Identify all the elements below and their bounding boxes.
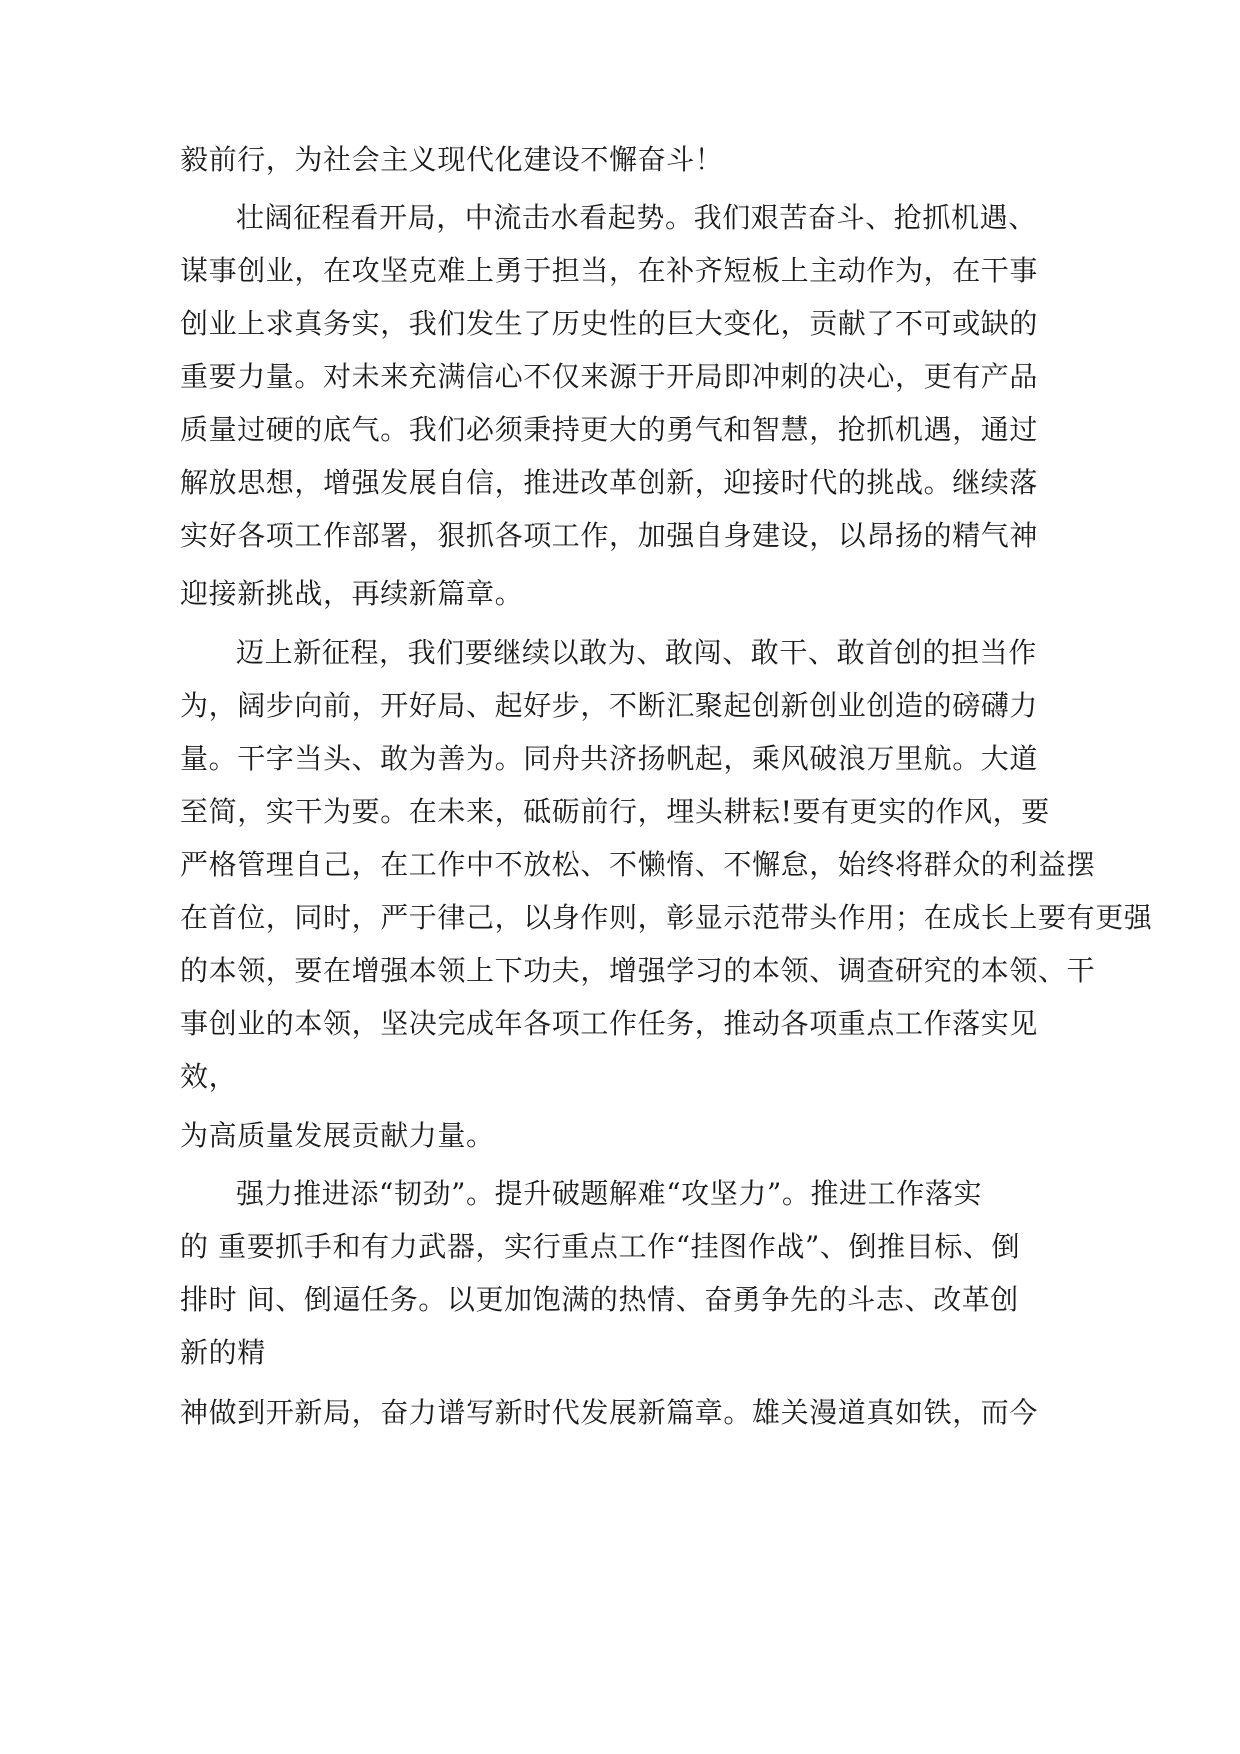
- text-line: 严格管理自己，在工作中不放松、不懒惰、不懈怠，始终将群众的利益摆: [180, 848, 1096, 881]
- text-line: 创业上求真务实，我们发生了历史性的巨大变化，贡献了不可或缺的: [180, 307, 1039, 340]
- text-line: 的 重要抓手和有力武器，实行重点工作“挂图作战”、倒推目标、倒: [180, 1230, 1021, 1263]
- text-line: 神做到开新局，奋力谱写新时代发展新篇章。雄关漫道真如铁，而今: [180, 1396, 1039, 1429]
- text-line: 量。干字当头、敢为善为。同舟共济扬帆起，乘风破浪万里航。大道: [180, 742, 1039, 775]
- text-line: 实好各项工作部署，狠抓各项工作，加强自身建设，以昂扬的精气神: [180, 519, 1039, 552]
- text-line: 重要力量。对未来充满信心不仅来源于开局即冲刺的决心，更有产品: [180, 360, 1039, 393]
- text-line: 质量过硬的底气。我们必须秉持更大的勇气和智慧，抢抓机遇，通过: [180, 413, 1039, 446]
- text-line: 新的精: [180, 1336, 266, 1369]
- text-line: 排时 间、倒逼任务。以更加饱满的热情、奋勇争先的斗志、改革创: [180, 1283, 1019, 1316]
- text-line: 效，: [180, 1060, 238, 1093]
- paragraph-first-line: 迈上新征程，我们要继续以敢为、敢闯、敢干、敢首创的担当作: [236, 636, 1037, 669]
- text-line: 迎接新挑战，再续新篇章。: [180, 577, 524, 610]
- text-line: 谋事创业，在攻坚克难上勇于担当，在补齐短板上主动作为，在干事: [180, 254, 1039, 287]
- text-line: 解放思想，增强发展自信，推进改革创新，迎接时代的挑战。继续落: [180, 466, 1039, 499]
- text-line: 毅前行，为社会主义现代化建设不懈奋斗！: [180, 143, 724, 176]
- text-line: 为高质量发展贡献力量。: [180, 1119, 495, 1152]
- text-line: 事创业的本领，坚决完成年各项工作任务，推动各项重点工作落实见: [180, 1007, 1039, 1040]
- text-line: 为，阔步向前，开好局、起好步，不断汇聚起创新创业创造的磅礴力: [180, 689, 1039, 722]
- paragraph-first-line: 壮阔征程看开局，中流击水看起势。我们艰苦奋斗、抢抓机遇、: [236, 201, 1037, 234]
- paragraph-first-line: 强力推进添“韧劲”。提升破题解难“攻坚力”。推进工作落实: [236, 1177, 983, 1210]
- text-line: 的本领，要在增强本领上下功夫，增强学习的本领、调查研究的本领、干: [180, 954, 1096, 987]
- text-line: 在首位，同时，严于律己，以身作则，彰显示范带头作用；在成长上要有更强: [180, 901, 1153, 934]
- text-line: 至简，实干为要。在未来，砥砺前行，埋头耕耘!要有更实的作风，要: [180, 795, 1050, 828]
